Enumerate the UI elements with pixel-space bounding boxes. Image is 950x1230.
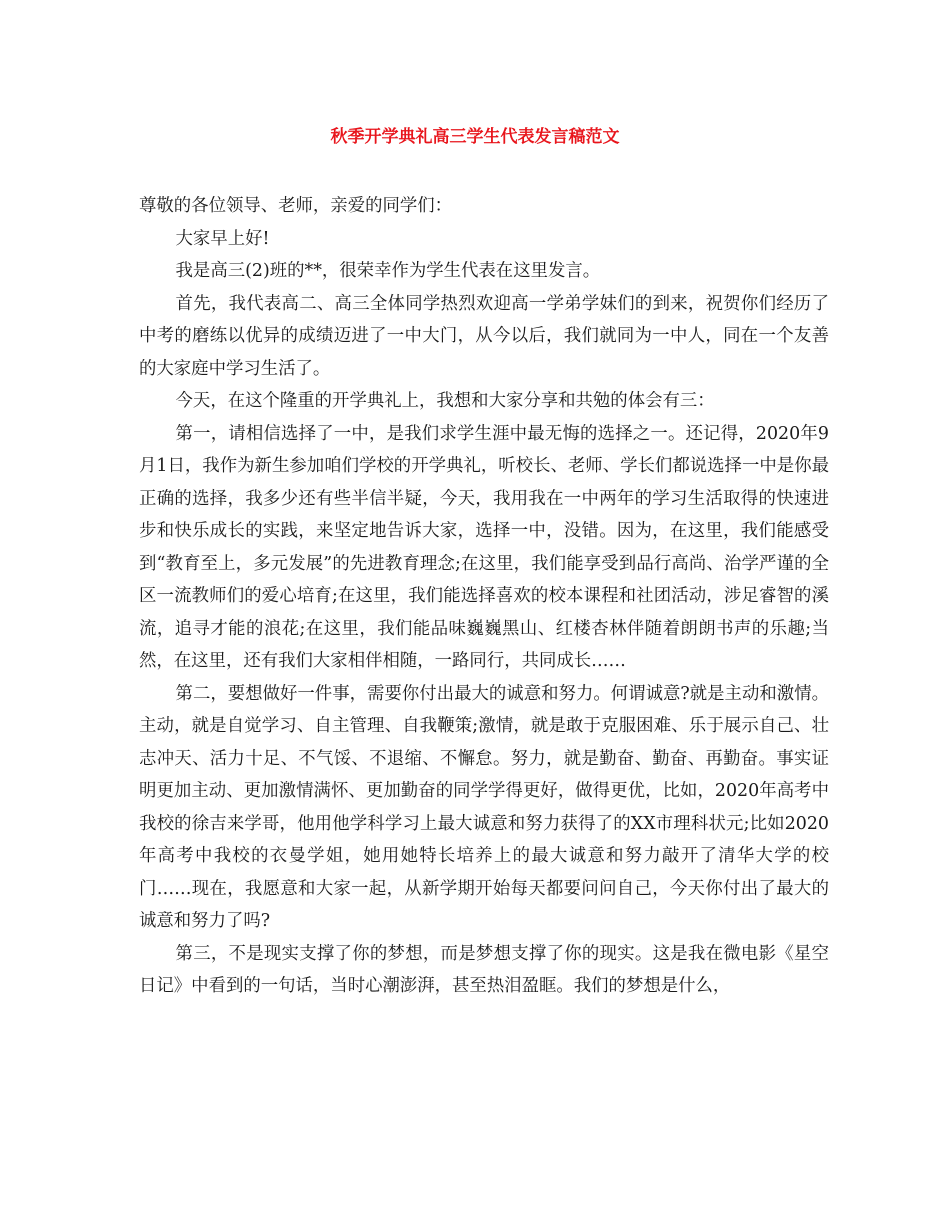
paragraph-welcome: 首先，我代表高二、高三全体同学热烈欢迎高一学弟学妹们的到来，祝贺你们经历了中考的磨练以优异的成绩迈进了一中大门，从今以后，我们就同为一中人，同在一个友善的大家庭中学习生活了。 xyxy=(139,293,829,379)
salutation: 尊敬的各位领导、老师，亲爱的同学们： xyxy=(139,196,453,216)
document-title: 秋季开学典礼高三学生代表发言稿范文 xyxy=(330,127,620,147)
paragraph-point-one: 第一，请相信选择了一中，是我们求学生涯中最无悔的选择之一。还记得，2020年9月1日，我作为新生参加咱们学校的开学典礼，听校长、老师、学长们都说选择一中是你最正确的选择，我多少还有些半信半疑，今天，我用我在一中两年的学习生活取得的快速进步和快乐成长的实践，来坚定地告诉大家，选择一中，没错。因为，在这里，我们能感受到“教育至上，多元发展”的先进教育理念;在这里，我们能享受到品行高尚、治学严谨的全区一流教师们的爱心培育;在这里，我们能选择喜欢的校本课程和社团活动，涉足睿智的溪流，追寻才能的浪花;在这里，我们能品味巍巍黑山、红楼杏林伴随着朗朗书声的乐趣;当然，在这里，还有我们大家相伴相随，一路同行，共同成长…… xyxy=(139,423,829,671)
paragraph-point-two: 第二，要想做好一件事，需要你付出最大的诚意和努力。何谓诚意?就是主动和激情。主动，就是自觉学习、自主管理、自我鞭策;激情，就是敢于克服困难、乐于展示自己、壮志冲天、活力十足、不气馁、不退缩、不懈怠。努力，就是勤奋、勤奋、再勤奋。事实证明更加主动、更加激情满怀、更加勤奋的同学学得更好，做得更优，比如，2020年高考中我校的徐吉来学哥，他用他学科学习上最大诚意和努力获得了的XX市理科状元;比如2020年高考中我校的衣曼学姐，她用她特长培养上的最大诚意和努力敲开了清华大学的校门……现在，我愿意和大家一起，从新学期开始每天都要问问自己，今天你付出了最大的诚意和努力了吗? xyxy=(139,683,829,931)
paragraph-greeting: 大家早上好! xyxy=(175,228,270,249)
paragraph-point-three: 第三，不是现实支撑了你的梦想，而是梦想支撑了你的现实。这是我在微电影《星空日记》中看到的一句话，当时心潮澎湃，甚至热泪盈眶。我们的梦想是什么， xyxy=(139,943,829,996)
document-body xyxy=(139,190,829,1003)
paragraph-introduction: 我是高三(2)班的**，很荣幸作为学生代表在这里发言。 xyxy=(175,261,601,281)
paragraph-preface: 今天，在这个隆重的开学典礼上，我想和大家分享和共勉的体会有三： xyxy=(175,391,715,411)
